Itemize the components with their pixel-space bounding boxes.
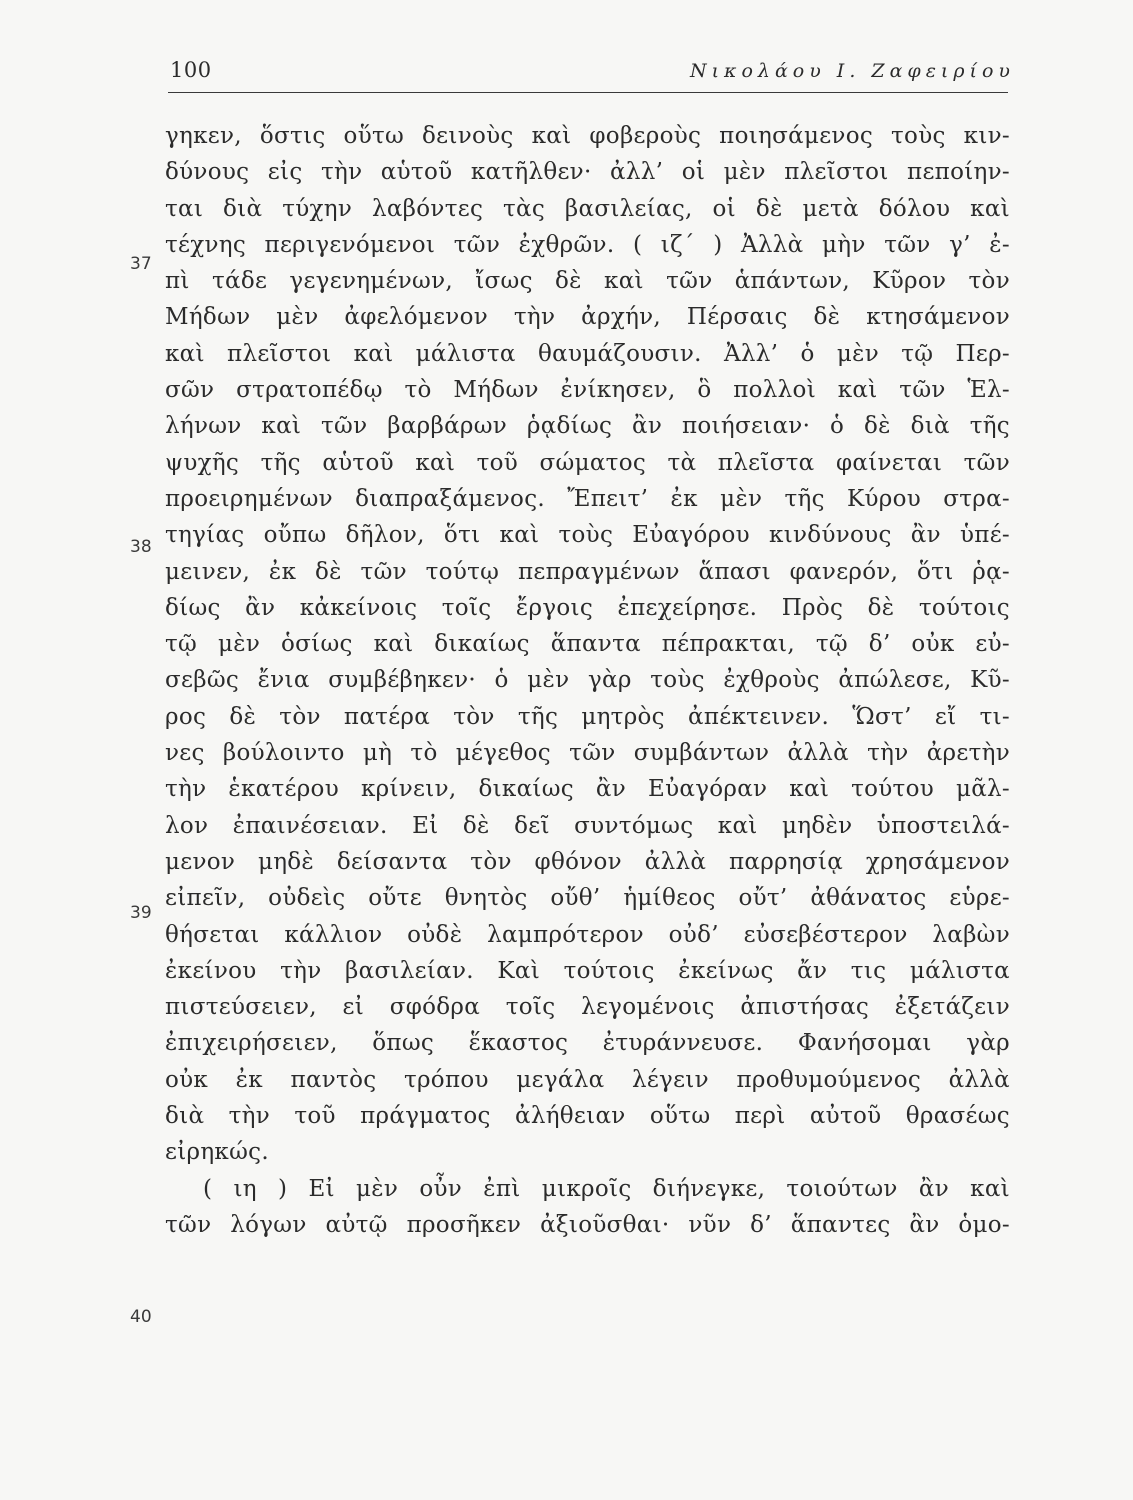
margin-number-37: 37 <box>130 254 152 274</box>
margin-number-38: 38 <box>130 537 152 557</box>
text-line: πιστεύσειεν, εἰ σφόδρα τοῖς λεγομένοις ἀπιστήσας ἐξετάζειν <box>165 994 1010 1021</box>
text-line: οὐκ ἐκ παντὸς τρόπου μεγάλα λέγειν προθυμούμενος ἀλλὰ <box>165 1066 1010 1093</box>
text-line: εἰρηκώς. <box>165 1139 269 1166</box>
text-line: ἐκείνου τὴν βασιλείαν. Καὶ τούτοις ἐκείνως ἄν τις μάλιστα <box>165 957 1010 984</box>
page-header <box>170 58 1015 90</box>
text-line: γηκεν, ὅστις οὕτω δεινοὺς καὶ φοβεροὺς ποιησάμενος τοὺς κιν- <box>165 123 1010 149</box>
text-line: ρος δὲ τὸν πατέρα τὸν τῆς μητρὸς ἀπέκτεινεν. Ὥστ’ εἴ τι- <box>165 703 1010 730</box>
text-line: θήσεται κάλλιον οὐδὲ λαμπρότερον οὐδ’ εὐσεβέστερον λαβὼν <box>165 921 1010 948</box>
text-line: διὰ τὴν τοῦ πράγματος ἀλήθειαν οὕτω περὶ αὐτοῦ θρασέως <box>165 1103 1010 1130</box>
text-line: σεβῶς ἔνια συμβέβηκεν· ὁ μὲν γὰρ τοὺς ἐχθροὺς ἀπώλεσε, Κῦ- <box>165 667 1010 694</box>
text-line: εἰπεῖν, οὐδεὶς οὔτε θνητὸς οὔθ’ ἡμίθεος οὔτ’ ἀθάνατος εὑρε- <box>165 885 1010 912</box>
text-line: σῶν στρατοπέδῳ τὸ Μήδων ἐνίκησεν, ὃ πολλοὶ καὶ τῶν Ἑλ- <box>165 377 1010 404</box>
text-line: τέχνης περιγενόμενοι τῶν ἐχθρῶν. ( ιζ΄ ) Ἀλλὰ μὴν τῶν γ’ ἐ- <box>165 231 1010 258</box>
text-line: Μήδων μὲν ἀφελόμενον τὴν ἀρχήν, Πέρσαις δὲ κτησάμενον <box>165 304 1010 331</box>
text-line: πὶ τάδε γεγενημένων, ἴσως δὲ καὶ τῶν ἁπάντων, Κῦρον τὸν <box>165 268 1010 295</box>
text-line: τὴν ἑκατέρου κρίνειν, δικαίως ἂν Εὐαγόραν καὶ τούτου μᾶλ- <box>165 776 1010 803</box>
text-line: μενον μηδὲ δείσαντα τὸν φθόνον ἀλλὰ παρρησίᾳ χρησάμενον <box>165 848 1010 875</box>
margin-number-39: 39 <box>130 903 152 923</box>
text-line: καὶ πλεῖστοι καὶ μάλιστα θαυμάζουσιν. Ἀλλ’ ὁ μὲν τῷ Περ- <box>165 340 1010 367</box>
text-line: τῶν λόγων αὐτῷ προσῆκεν ἀξιοῦσθαι· νῦν δ’ ἅπαντες ἂν ὁμο- <box>165 1211 1010 1238</box>
text-line: τηγίας οὔπω δῆλον, ὅτι καὶ τοὺς Εὐαγόρου κινδύνους ἂν ὑπέ- <box>165 522 1010 549</box>
text-line: ψυχῆς τῆς αὑτοῦ καὶ τοῦ σώματος τὰ πλεῖστα φαίνεται τῶν <box>165 449 1010 476</box>
text-line: λήνων καὶ τῶν βαρβάρων ῥᾳδίως ἂν ποιήσειαν· ὁ δὲ διὰ τῆς <box>165 413 1010 440</box>
margin-number-40: 40 <box>130 1307 152 1327</box>
header-rule <box>168 92 1008 93</box>
text-line: νες βούλοιντο μὴ τὸ μέγεθος τῶν συμβάντων ἀλλὰ τὴν ἀρετὴν <box>165 740 1010 767</box>
body-text <box>165 118 1010 1243</box>
running-head: Νικολάου Ι. Ζαφειρίου <box>689 60 1015 82</box>
page-number: 100 <box>170 58 212 82</box>
text-line: δύνους εἰς τὴν αὑτοῦ κατῆλθεν· ἀλλ’ οἱ μὲν πλεῖστοι πεποίην- <box>165 159 1010 186</box>
text-line: ται διὰ τύχην λαβόντες τὰς βασιλείας, οἱ δὲ μετὰ δόλου καὶ <box>165 195 1010 222</box>
text-line: ἐπιχειρήσειεν, ὅπως ἕκαστος ἐτυράννευσε. Φανήσομαι γὰρ <box>165 1030 1010 1057</box>
text-line: δίως ἂν κἀκείνοις τοῖς ἔργοις ἐπεχείρησε. Πρὸς δὲ τούτοις <box>165 594 1010 621</box>
text-line: τῷ μὲν ὁσίως καὶ δικαίως ἅπαντα πέπρακται, τῷ δ’ οὐκ εὐ- <box>165 631 1010 658</box>
text-line: λον ἐπαινέσειαν. Εἰ δὲ δεῖ συντόμως καὶ μηδὲν ὑποστειλά- <box>165 812 1010 839</box>
text-line: μεινεν, ἐκ δὲ τῶν τούτῳ πεπραγμένων ἅπασι φανερόν, ὅτι ῥᾳ- <box>165 558 1010 585</box>
text-line: προειρημένων διαπραξάμενος. Ἔπειτ’ ἐκ μὲν τῆς Κύρου στρα- <box>165 485 1010 512</box>
text-line: ( ιη ) Εἰ μὲν οὖν ἐπὶ μικροῖς διήνεγκε, τοιούτων ἂν καὶ <box>203 1175 1010 1202</box>
